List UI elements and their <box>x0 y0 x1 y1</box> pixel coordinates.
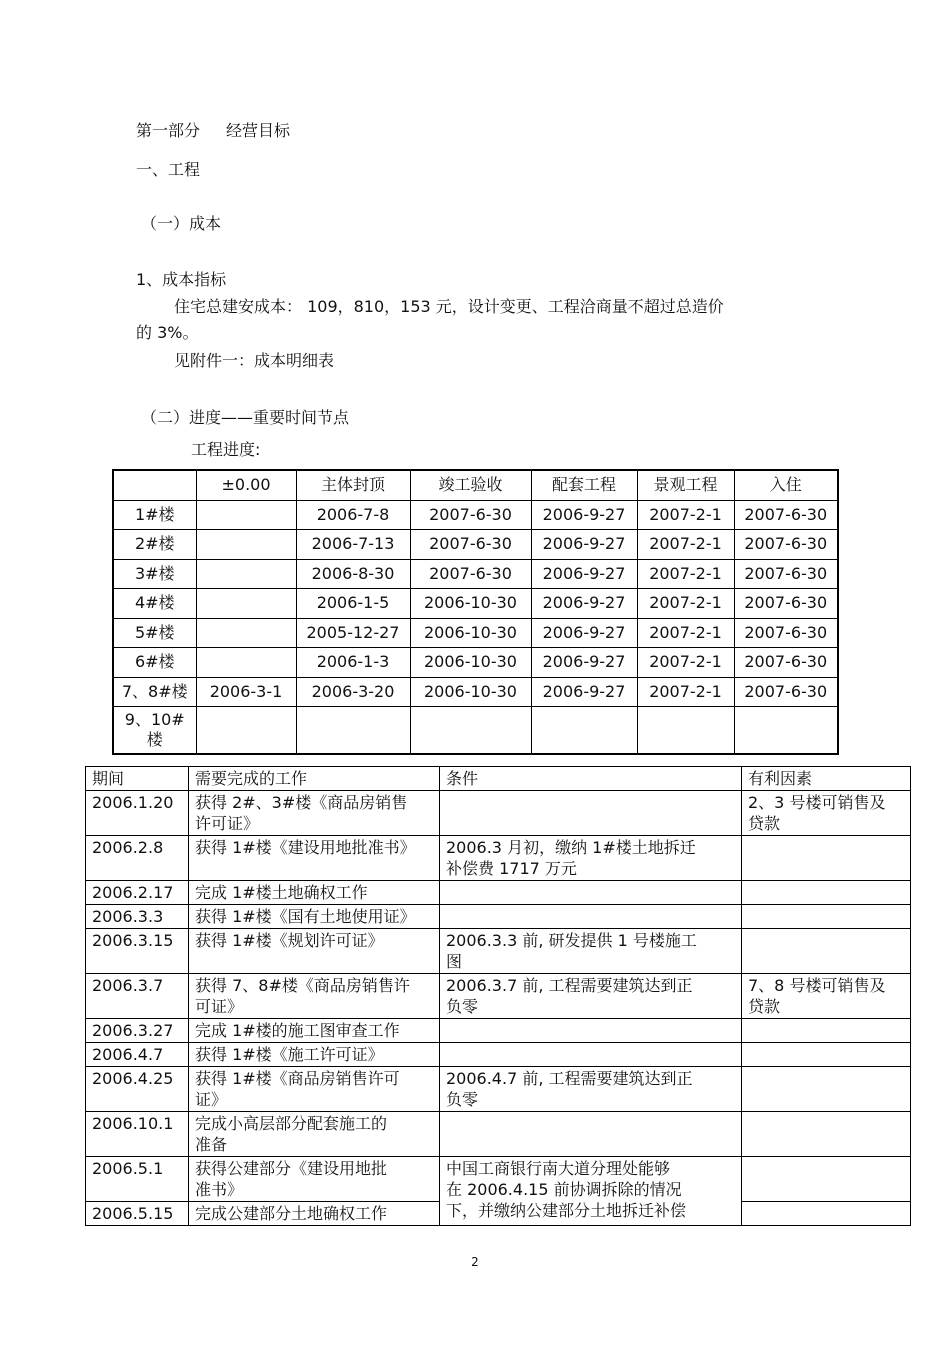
work-cell: 获得 1#楼《施工许可证》 <box>189 1043 440 1067</box>
progress-header-cell: 主体封顶 <box>296 470 410 500</box>
work-cell: 完成 1#楼土地确权工作 <box>189 881 440 905</box>
progress-date-cell: 2006-9-27 <box>531 677 637 707</box>
condition-cell <box>440 1043 742 1067</box>
progress-date-cell: 2007-6-30 <box>410 530 531 560</box>
work-row <box>86 791 911 836</box>
building-name-cell: 5#楼 <box>113 618 196 648</box>
progress-date-cell: 2006-10-30 <box>410 618 531 648</box>
progress-date-cell: 2007-2-1 <box>637 618 734 648</box>
work-row <box>86 836 911 881</box>
building-name-cell: 7、8#楼 <box>113 677 196 707</box>
progress-date-cell: 2006-9-27 <box>531 618 637 648</box>
condition-cell: 2006.3.3 前, 研发提供 1 号楼施工 图 <box>440 929 742 974</box>
progress-date-cell <box>296 707 410 755</box>
work-cell: 完成 1#楼的施工图审查工作 <box>189 1019 440 1043</box>
progress-date-cell <box>410 707 531 755</box>
progress-date-cell: 2005-12-27 <box>296 618 410 648</box>
progress-date-cell: 2007-6-30 <box>734 589 838 619</box>
work-header-row <box>86 767 911 791</box>
advantage-cell: 2、3 号楼可销售及 贷款 <box>742 791 911 836</box>
progress-header-cell: 竣工验收 <box>410 470 531 500</box>
cost-text-line-1: 住宅总建安成本： 109，810，153 元，设计变更、工程洽商量不超过总造价 <box>174 297 724 316</box>
progress-date-cell <box>196 707 296 755</box>
progress-date-cell: 2006-3-1 <box>196 677 296 707</box>
progress-row <box>113 707 838 755</box>
progress-date-cell <box>196 559 296 589</box>
progress-date-cell: 2007-2-1 <box>637 530 734 560</box>
progress-date-cell: 2006-10-30 <box>410 589 531 619</box>
progress-date-cell: 2006-9-27 <box>531 589 637 619</box>
condition-cell <box>440 881 742 905</box>
part-title: 经营目标 <box>226 121 291 140</box>
progress-row <box>113 677 838 707</box>
work-row <box>86 1043 911 1067</box>
progress-row <box>113 589 838 619</box>
condition-cell <box>440 791 742 836</box>
progress-date-cell: 2007-6-30 <box>734 677 838 707</box>
progress-header-cell: ±0.00 <box>196 470 296 500</box>
progress-date-cell: 2007-2-1 <box>637 589 734 619</box>
attachment-note: 见附件一：成本明细表 <box>174 351 335 370</box>
building-name-cell: 3#楼 <box>113 559 196 589</box>
condition-cell: 中国工商银行南大道分理处能够 在 2006.4.15 前协调拆除的情况 下，并缴纳公建部分土地拆迁补偿 <box>440 1157 742 1226</box>
work-cell: 获得公建部分《建设用地批 准书》 <box>189 1157 440 1202</box>
period-cell: 2006.3.3 <box>86 905 189 929</box>
condition-cell: 2006.3.7 前, 工程需要建筑达到正 负零 <box>440 974 742 1019</box>
building-name-cell: 6#楼 <box>113 648 196 678</box>
progress-row <box>113 648 838 678</box>
advantage-cell <box>742 1112 911 1157</box>
condition-cell <box>440 905 742 929</box>
condition-cell: 2006.3 月初，缴纳 1#楼土地拆迁 补偿费 1717 万元 <box>440 836 742 881</box>
progress-table <box>112 469 839 755</box>
advantage-cell: 7、8 号楼可销售及 贷款 <box>742 974 911 1019</box>
progress-date-cell: 2006-8-30 <box>296 559 410 589</box>
progress-date-cell <box>196 530 296 560</box>
progress-header-cell: 配套工程 <box>531 470 637 500</box>
advantage-cell <box>742 1067 911 1112</box>
progress-date-cell <box>196 500 296 530</box>
work-header-cell: 需要完成的工作 <box>189 767 440 791</box>
progress-header-row <box>113 470 838 500</box>
work-row <box>86 974 911 1019</box>
advantage-cell <box>742 881 911 905</box>
progress-date-cell: 2006-3-20 <box>296 677 410 707</box>
progress-date-cell: 2006-1-5 <box>296 589 410 619</box>
progress-date-cell <box>196 648 296 678</box>
period-cell: 2006.5.1 <box>86 1157 189 1202</box>
advantage-cell <box>742 905 911 929</box>
part-heading <box>136 121 290 141</box>
progress-date-cell: 2007-6-30 <box>410 559 531 589</box>
cost-index-heading: 1、成本指标 <box>136 270 227 289</box>
part-label: 第一部分 <box>136 121 201 140</box>
progress-date-cell: 2006-1-3 <box>296 648 410 678</box>
work-schedule-table <box>85 766 911 1226</box>
section-cost: （一）成本 <box>141 214 222 233</box>
period-cell: 2006.4.25 <box>86 1067 189 1112</box>
building-name-cell: 9、10# 楼 <box>113 707 196 755</box>
progress-header-cell: 景观工程 <box>637 470 734 500</box>
progress-date-cell: 2007-6-30 <box>734 618 838 648</box>
advantage-cell <box>742 1157 911 1202</box>
progress-date-cell: 2006-10-30 <box>410 648 531 678</box>
progress-label: 工程进度: <box>191 440 261 459</box>
progress-date-cell <box>734 707 838 755</box>
advantage-cell <box>742 1202 911 1226</box>
progress-date-cell: 2006-9-27 <box>531 500 637 530</box>
period-cell: 2006.1.20 <box>86 791 189 836</box>
advantage-cell <box>742 836 911 881</box>
work-header-cell: 有利因素 <box>742 767 911 791</box>
progress-row <box>113 530 838 560</box>
progress-date-cell: 2007-6-30 <box>410 500 531 530</box>
work-row <box>86 1112 911 1157</box>
building-name-cell: 1#楼 <box>113 500 196 530</box>
work-cell: 完成小高层部分配套施工的 准备 <box>189 1112 440 1157</box>
work-row <box>86 1067 911 1112</box>
work-header-cell: 条件 <box>440 767 742 791</box>
progress-date-cell: 2006-10-30 <box>410 677 531 707</box>
period-cell: 2006.3.27 <box>86 1019 189 1043</box>
progress-header-cell: 入住 <box>734 470 838 500</box>
progress-date-cell: 2007-2-1 <box>637 648 734 678</box>
condition-cell: 2006.4.7 前, 工程需要建筑达到正 负零 <box>440 1067 742 1112</box>
period-cell: 2006.4.7 <box>86 1043 189 1067</box>
progress-date-cell <box>531 707 637 755</box>
progress-row <box>113 618 838 648</box>
progress-date-cell <box>196 589 296 619</box>
advantage-cell <box>742 1019 911 1043</box>
condition-cell <box>440 1112 742 1157</box>
progress-date-cell: 2007-6-30 <box>734 559 838 589</box>
building-name-cell: 2#楼 <box>113 530 196 560</box>
progress-date-cell <box>196 618 296 648</box>
work-cell: 完成公建部分土地确权工作 <box>189 1202 440 1226</box>
progress-date-cell: 2006-7-8 <box>296 500 410 530</box>
work-cell: 获得 2#、3#楼《商品房销售 许可证》 <box>189 791 440 836</box>
section-schedule: （二）进度——重要时间节点 <box>141 408 350 427</box>
work-row <box>86 1157 911 1202</box>
building-name-cell: 4#楼 <box>113 589 196 619</box>
work-cell: 获得 1#楼《国有土地使用证》 <box>189 905 440 929</box>
period-cell: 2006.5.15 <box>86 1202 189 1226</box>
advantage-cell <box>742 1043 911 1067</box>
work-cell: 获得 1#楼《商品房销售许可 证》 <box>189 1067 440 1112</box>
cost-text-line-2: 的 3%。 <box>136 323 199 342</box>
progress-date-cell: 2007-2-1 <box>637 500 734 530</box>
work-row <box>86 881 911 905</box>
progress-date-cell: 2007-2-1 <box>637 559 734 589</box>
period-cell: 2006.10.1 <box>86 1112 189 1157</box>
progress-date-cell: 2007-2-1 <box>637 677 734 707</box>
progress-header-cell <box>113 470 196 500</box>
progress-row <box>113 559 838 589</box>
progress-date-cell: 2007-6-30 <box>734 500 838 530</box>
progress-date-cell: 2007-6-30 <box>734 648 838 678</box>
period-cell: 2006.2.17 <box>86 881 189 905</box>
progress-row <box>113 500 838 530</box>
work-cell: 获得 1#楼《规划许可证》 <box>189 929 440 974</box>
work-row <box>86 905 911 929</box>
page-number: 2 <box>471 1255 479 1269</box>
work-row <box>86 929 911 974</box>
advantage-cell <box>742 929 911 974</box>
work-cell: 获得 1#楼《建设用地批准书》 <box>189 836 440 881</box>
progress-date-cell: 2006-7-13 <box>296 530 410 560</box>
section-engineering: 一、工程 <box>136 160 201 179</box>
work-header-cell: 期间 <box>86 767 189 791</box>
progress-date-cell <box>637 707 734 755</box>
progress-date-cell: 2006-9-27 <box>531 530 637 560</box>
period-cell: 2006.3.15 <box>86 929 189 974</box>
condition-cell <box>440 1019 742 1043</box>
work-cell: 获得 7、8#楼《商品房销售许 可证》 <box>189 974 440 1019</box>
progress-date-cell: 2006-9-27 <box>531 648 637 678</box>
period-cell: 2006.2.8 <box>86 836 189 881</box>
period-cell: 2006.3.7 <box>86 974 189 1019</box>
work-row <box>86 1019 911 1043</box>
progress-date-cell: 2007-6-30 <box>734 530 838 560</box>
progress-date-cell: 2006-9-27 <box>531 559 637 589</box>
